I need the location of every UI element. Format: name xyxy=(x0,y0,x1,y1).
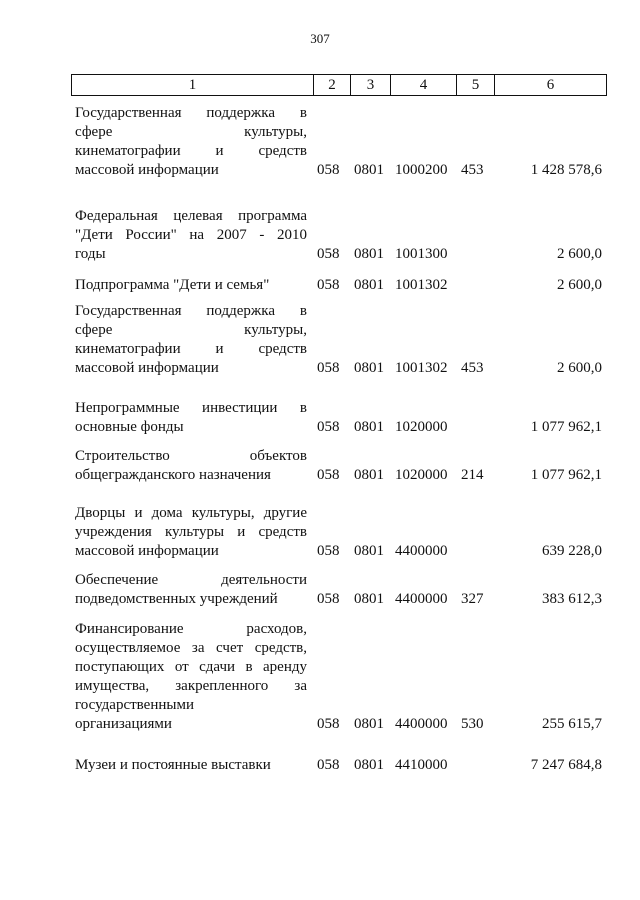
row-name-line: основные фонды xyxy=(75,419,184,435)
row-cell-c4: 4410000 xyxy=(395,757,448,773)
row-cell-c2: 058 xyxy=(317,716,340,732)
row-name-line: подведомственных учреждений xyxy=(75,591,278,607)
row-cell-c6: 7 247 684,8 xyxy=(530,757,602,773)
row-name xyxy=(75,571,307,609)
row-cell-c2: 058 xyxy=(317,591,340,607)
row-name xyxy=(75,104,307,180)
row-name-line: учреждения культуры и средств xyxy=(75,524,307,540)
row-cell-c5: 453 xyxy=(461,360,484,376)
page-number: 307 xyxy=(310,31,330,46)
table-row xyxy=(71,505,606,561)
row-name xyxy=(75,756,307,775)
row-name xyxy=(75,207,307,264)
table-row xyxy=(71,621,606,734)
row-name-line: поступающих от сдачи в аренду xyxy=(75,659,307,675)
row-cell-c4: 1020000 xyxy=(395,467,448,483)
table-row xyxy=(71,756,606,775)
row-cell-c4: 4400000 xyxy=(395,591,448,607)
row-name-line: Обеспечение деятельности xyxy=(75,572,307,588)
column-header-4: 4 xyxy=(391,75,457,96)
row-cell-c3: 0801 xyxy=(354,543,384,559)
row-cell-c6: 1 077 962,1 xyxy=(530,419,602,435)
row-cell-c6: 1 428 578,6 xyxy=(530,162,602,178)
row-cell-c2: 058 xyxy=(317,543,340,559)
row-name-line: общегражданского назначения xyxy=(75,467,271,483)
row-cell-c2: 058 xyxy=(317,360,340,376)
row-cell-c5: 214 xyxy=(461,467,484,483)
row-cell-c3: 0801 xyxy=(354,277,384,293)
row-cell-c5: 327 xyxy=(461,591,484,607)
row-cell-c2: 058 xyxy=(317,246,340,262)
row-name-line: сфере культуры, xyxy=(75,322,307,338)
row-name xyxy=(75,302,307,378)
row-cell-c4: 1001302 xyxy=(395,277,448,293)
row-cell-c6: 2 600,0 xyxy=(557,277,602,293)
row-cell-c3: 0801 xyxy=(354,591,384,607)
row-name xyxy=(75,504,307,561)
row-name-line: Музеи и постоянные выставки xyxy=(75,757,271,773)
row-cell-c2: 058 xyxy=(317,277,340,293)
row-cell-c3: 0801 xyxy=(354,716,384,732)
row-cell-c4: 1000200 xyxy=(395,162,448,178)
table-row xyxy=(71,276,606,295)
row-cell-c4: 1020000 xyxy=(395,419,448,435)
row-name-line: кинематографии и средств xyxy=(75,143,307,159)
column-header-1: 1 xyxy=(72,75,314,96)
row-name xyxy=(75,447,307,485)
table-row xyxy=(71,400,606,437)
row-cell-c3: 0801 xyxy=(354,757,384,773)
row-name xyxy=(75,276,307,295)
row-cell-c3: 0801 xyxy=(354,360,384,376)
row-name-line: кинематографии и средств xyxy=(75,341,307,357)
row-cell-c6: 639 228,0 xyxy=(542,543,602,559)
table-row xyxy=(71,208,606,264)
row-name-line: Государственная поддержка в xyxy=(75,303,307,319)
row-name-line: Строительство объектов xyxy=(75,448,307,464)
row-cell-c4: 1001300 xyxy=(395,246,448,262)
row-name-line: Непрограммные инвестиции в xyxy=(75,400,307,416)
row-name-line: Федеральная целевая программа xyxy=(75,208,307,224)
row-cell-c6: 1 077 962,1 xyxy=(530,467,602,483)
row-cell-c3: 0801 xyxy=(354,419,384,435)
row-name-line: осуществляемое за счет средств, xyxy=(75,640,307,656)
row-name-line: имущества, закрепленного за xyxy=(75,678,307,694)
row-name xyxy=(75,399,307,437)
row-name-line: массовой информации xyxy=(75,162,219,178)
row-cell-c2: 058 xyxy=(317,162,340,178)
row-cell-c2: 058 xyxy=(317,757,340,773)
row-name-line: Государственная поддержка в xyxy=(75,105,307,121)
row-cell-c4: 4400000 xyxy=(395,543,448,559)
row-cell-c6: 2 600,0 xyxy=(557,360,602,376)
row-cell-c4: 1001302 xyxy=(395,360,448,376)
row-cell-c6: 383 612,3 xyxy=(542,591,602,607)
row-cell-c5: 530 xyxy=(461,716,484,732)
row-name-line: сфере культуры, xyxy=(75,124,307,140)
row-cell-c2: 058 xyxy=(317,467,340,483)
column-header-3: 3 xyxy=(351,75,391,96)
column-header-6: 6 xyxy=(495,75,607,96)
row-cell-c3: 0801 xyxy=(354,162,384,178)
table-row xyxy=(71,448,606,485)
row-name-line: организациями xyxy=(75,716,172,732)
row-cell-c3: 0801 xyxy=(354,467,384,483)
column-header-2: 2 xyxy=(314,75,351,96)
row-name-line: массовой информации xyxy=(75,543,219,559)
row-cell-c3: 0801 xyxy=(354,246,384,262)
row-name-line: Финансирование расходов, xyxy=(75,621,307,637)
table-row xyxy=(71,303,606,378)
row-name-line: Дворцы и дома культуры, другие xyxy=(75,505,307,521)
row-name-line: "Дети России" на 2007 - 2010 xyxy=(75,227,307,243)
row-cell-c6: 255 615,7 xyxy=(542,716,602,732)
row-name-line: государственными xyxy=(75,697,194,713)
table-row xyxy=(71,105,606,180)
row-name-line: массовой информации xyxy=(75,360,219,376)
table-row xyxy=(71,572,606,609)
row-cell-c2: 058 xyxy=(317,419,340,435)
row-name xyxy=(75,620,307,734)
row-name-line: годы xyxy=(75,246,106,262)
row-name-line: Подпрограмма "Дети и семья" xyxy=(75,277,270,293)
row-cell-c6: 2 600,0 xyxy=(557,246,602,262)
column-header-5: 5 xyxy=(457,75,495,96)
row-cell-c5: 453 xyxy=(461,162,484,178)
row-cell-c4: 4400000 xyxy=(395,716,448,732)
